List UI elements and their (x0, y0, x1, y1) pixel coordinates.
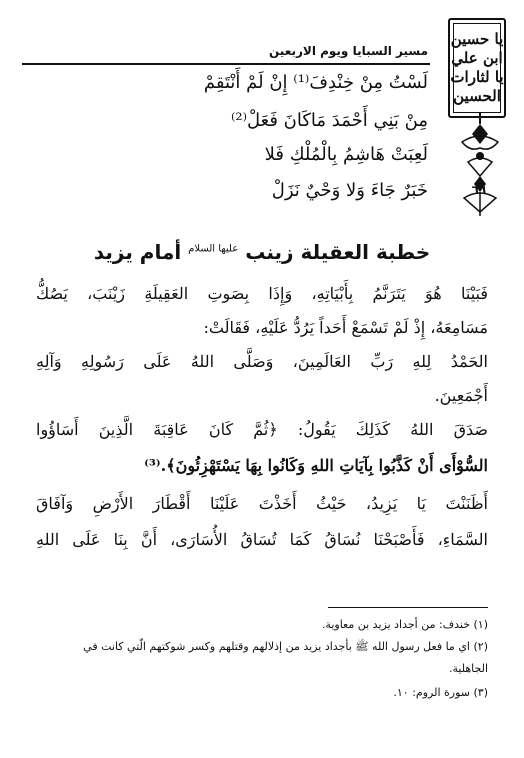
quran-verse-line: السُّوْأَى أَنْ كَذَّبُوا بِآيَاتِ اللهِ وَكَانُوا بِهَا يَسْتَهْزِئُونَ﴾.⁽³⁾ (144, 456, 488, 475)
ornament-column (448, 8, 510, 218)
poem-verse-2: مِنْ بَنِي أَحْمَدَ مَاكَانَ فَعَلْ⁽²⁾ (230, 110, 428, 131)
header-rule (22, 63, 430, 65)
body-line: مَسَامِعَهُ، إِذْ لَمْ تَسْمَعْ أَحَداً يَرُدُّ عَلَيْهِ، فَقَالَتْ: (203, 318, 488, 337)
calligraphy-emblem (448, 18, 506, 118)
body-line: السَّمَاءِ، فَأَصْبَحْنَا نُسَاقُ كَمَا تُسَاقُ الأُسَارَى، أَنَّ بِنَا عَلَى اللهِ (36, 530, 488, 549)
poem-verse-3: لَعِبَتْ هَاشِمُ بِالْمُلْكِ فَلا (264, 144, 428, 165)
running-header-title: مسير السبايا ويوم الاربعين (269, 44, 428, 58)
page-number: ٦٦ (471, 183, 487, 197)
poem-verse-4: خَبَرٌ جَاءَ وَلا وَحْيٌ نَزَلْ (271, 180, 428, 201)
body-line: فَبَيْنَا هُوَ يَتَرَنَّمُ بِأَبْيَاتِهِ، وَإِذَا بِصَوتِ العَقِيلَةِ زَيْنَبَ، يَصُكُّ (36, 284, 488, 303)
calligraphy-line: ابن علي (451, 49, 503, 67)
section-heading-end: أمام يزيد (93, 240, 182, 264)
footnote-2-continued: الجاهلية. (448, 662, 488, 675)
body-line: أَظَنَنْتَ يَا يَزِيدُ، حَيْثُ أَخَذْتَ عَلَيْنَا أَقْطَارَ الأَرْضِ وَآفَاقَ (36, 494, 488, 513)
honorific-mark: عليها السلام (188, 243, 239, 255)
calligraphy-lettering (450, 30, 504, 106)
footnote-rule (328, 607, 488, 608)
calligraphy-line: يا حسين (450, 30, 504, 48)
body-line: أَجْمَعِينَ. (434, 386, 488, 405)
footnote-1: (١) خندف: من أجداد يزيد بن معاوية. (321, 618, 488, 631)
ornament-drop-icon (458, 112, 502, 216)
body-line: الحَمْدُ لِلهِ رَبِّ العَالَمِينَ، وَصَلَّى اللهُ عَلَى رَسُولِهِ وَآلِهِ (36, 352, 488, 371)
calligraphy-line: الحسين (453, 87, 501, 105)
section-heading-text: خطبة العقيلة زينب (245, 240, 431, 264)
body-line: صَدَقَ اللهُ كَذَلِكَ يَقُولُ: ﴿ثُمَّ كَانَ عَاقِبَةَ الَّذِينَ أَسَاؤُوا (36, 420, 488, 439)
footnote-2: (٢) اي ما فعل رسول الله ﷺ بأجداد يزيد من إذلالهم وقتلهم وكسر شوكتهم الّتي كانت في (83, 640, 488, 653)
calligraphy-line: يا لثارات (450, 68, 504, 86)
footnote-3: (٣) سورة الروم: ١٠. (393, 686, 488, 699)
poem-verse-1: لَسْتُ مِنْ خِنْدِفَ⁽¹⁾ إِنْ لَمْ أَنْتَقِمْ (203, 72, 428, 93)
section-heading (30, 240, 494, 264)
